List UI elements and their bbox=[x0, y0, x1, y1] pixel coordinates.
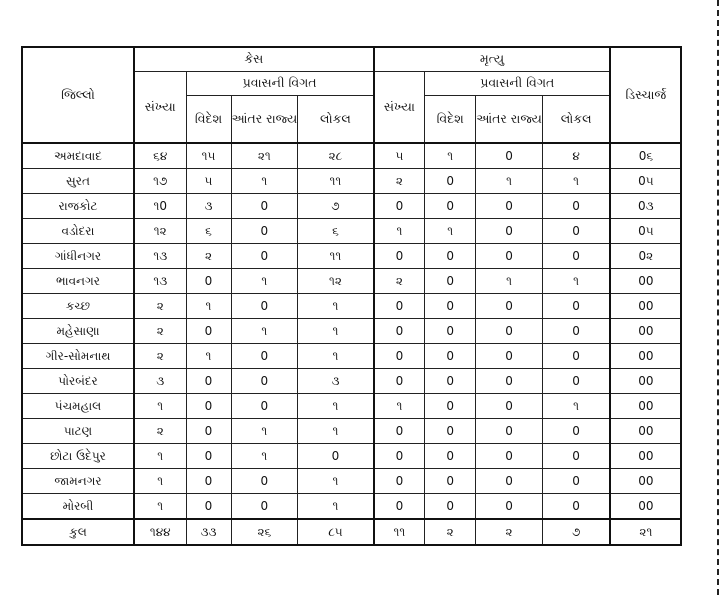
cell-cases-foreign: ૬ bbox=[186, 219, 231, 244]
cell-deaths-count: 0 bbox=[374, 494, 425, 520]
cell-deaths-count: 0 bbox=[374, 444, 425, 469]
header-deaths-local: લોકલ bbox=[542, 95, 610, 143]
cell-cases-interstate: 0 bbox=[231, 344, 298, 369]
cell-deaths-count: 0 bbox=[374, 369, 425, 394]
cell-cases-count: ૨ bbox=[134, 419, 186, 444]
cell-deaths-interstate: 0 bbox=[476, 394, 543, 419]
cell-deaths-foreign: 0 bbox=[425, 369, 476, 394]
cell-deaths-foreign: 0 bbox=[425, 469, 476, 494]
cell-cases-count: ૧૪૪ bbox=[134, 519, 186, 545]
cell-discharge: 0૬ bbox=[610, 143, 681, 169]
cell-deaths-local: ૭ bbox=[542, 519, 610, 545]
cell-cases-interstate: 0 bbox=[231, 194, 298, 219]
cell-cases-foreign: 0 bbox=[186, 494, 231, 520]
cell-cases-count: ૧0 bbox=[134, 194, 186, 219]
cell-cases-interstate: ૧ bbox=[231, 444, 298, 469]
header-deaths-travel: પ્રવાસની વિગત bbox=[425, 71, 611, 95]
cell-deaths-count: 0 bbox=[374, 319, 425, 344]
cell-deaths-foreign: ૨ bbox=[425, 519, 476, 545]
cell-deaths-count: ૧૧ bbox=[374, 519, 425, 545]
cell-district: જામનગર bbox=[22, 469, 134, 494]
cell-cases-interstate: 0 bbox=[231, 469, 298, 494]
cell-cases-local: ૧૧ bbox=[298, 244, 374, 269]
header-discharge: ડિસ્ચાર્જ bbox=[610, 47, 681, 143]
cell-cases-interstate: ૧ bbox=[231, 169, 298, 194]
header-cases: કેસ bbox=[134, 47, 374, 71]
cell-deaths-local: 0 bbox=[542, 294, 610, 319]
cell-deaths-foreign: 0 bbox=[425, 444, 476, 469]
cell-deaths-count: 0 bbox=[374, 419, 425, 444]
header-cases-travel: પ્રવાસની વિગત bbox=[186, 71, 374, 95]
cell-deaths-interstate: 0 bbox=[476, 369, 543, 394]
cell-deaths-interstate: 0 bbox=[476, 494, 543, 520]
header-deaths-interstate: આંતર રાજ્ય bbox=[476, 95, 543, 143]
cell-deaths-local: ૪ bbox=[542, 143, 610, 169]
header-deaths: મૃત્યુ bbox=[374, 47, 611, 71]
header-cases-foreign: વિદેશ bbox=[186, 95, 231, 143]
cell-district: પોરબંદર bbox=[22, 369, 134, 394]
cell-cases-foreign: 0 bbox=[186, 469, 231, 494]
cell-cases-foreign: 0 bbox=[186, 269, 231, 294]
cell-cases-count: ૨ bbox=[134, 319, 186, 344]
cell-cases-foreign: 0 bbox=[186, 419, 231, 444]
cell-cases-interstate: 0 bbox=[231, 394, 298, 419]
cell-cases-count: ૩ bbox=[134, 369, 186, 394]
cell-district: છોટા ઉદેપુર bbox=[22, 444, 134, 469]
cell-discharge: 00 bbox=[610, 394, 681, 419]
cell-deaths-local: 0 bbox=[542, 494, 610, 520]
cell-cases-interstate: 0 bbox=[231, 369, 298, 394]
cell-deaths-count: 0 bbox=[374, 194, 425, 219]
cell-deaths-foreign: 0 bbox=[425, 194, 476, 219]
cell-cases-local: ૧૧ bbox=[298, 169, 374, 194]
cell-district: ગાંધીનગર bbox=[22, 244, 134, 269]
cell-deaths-count: ૧ bbox=[374, 394, 425, 419]
cell-deaths-interstate: 0 bbox=[476, 244, 543, 269]
cell-deaths-interstate: ૧ bbox=[476, 169, 543, 194]
cell-deaths-interstate: 0 bbox=[476, 469, 543, 494]
cell-deaths-local: 0 bbox=[542, 219, 610, 244]
cell-cases-foreign: 0 bbox=[186, 319, 231, 344]
cell-deaths-local: ૧ bbox=[542, 269, 610, 294]
table-row bbox=[22, 444, 681, 469]
cell-district: સુરત bbox=[22, 169, 134, 194]
cell-district: ભાવનગર bbox=[22, 269, 134, 294]
cell-cases-local: 0 bbox=[298, 444, 374, 469]
cell-cases-local: ૧ bbox=[298, 469, 374, 494]
cell-deaths-foreign: 0 bbox=[425, 494, 476, 520]
cell-deaths-count: ૨ bbox=[374, 269, 425, 294]
header-cases-interstate: આંતર રાજ્ય bbox=[231, 95, 298, 143]
cell-cases-interstate: ૧ bbox=[231, 319, 298, 344]
table-row bbox=[22, 469, 681, 494]
cell-cases-count: ૧૨ bbox=[134, 219, 186, 244]
cell-cases-interstate: 0 bbox=[231, 494, 298, 520]
table-row bbox=[22, 419, 681, 444]
cell-deaths-local: 0 bbox=[542, 469, 610, 494]
cell-cases-foreign: ૧૫ bbox=[186, 143, 231, 169]
table-row bbox=[22, 319, 681, 344]
table-row bbox=[22, 294, 681, 319]
cell-cases-count: ૨ bbox=[134, 294, 186, 319]
cell-deaths-interstate: 0 bbox=[476, 444, 543, 469]
cell-deaths-local: ૧ bbox=[542, 169, 610, 194]
cell-deaths-foreign: ૧ bbox=[425, 219, 476, 244]
cell-deaths-foreign: 0 bbox=[425, 344, 476, 369]
cell-deaths-interstate: ૧ bbox=[476, 269, 543, 294]
cell-discharge: 00 bbox=[610, 269, 681, 294]
cell-cases-foreign: ૫ bbox=[186, 169, 231, 194]
cell-cases-interstate: 0 bbox=[231, 219, 298, 244]
table-row bbox=[22, 169, 681, 194]
header-cases-local: લોકલ bbox=[298, 95, 374, 143]
cell-cases-count: ૧ bbox=[134, 444, 186, 469]
table-row bbox=[22, 244, 681, 269]
cell-cases-foreign: 0 bbox=[186, 444, 231, 469]
cell-district: પંચમહાલ bbox=[22, 394, 134, 419]
cell-district: ગીર-સોમનાથ bbox=[22, 344, 134, 369]
cell-deaths-foreign: 0 bbox=[425, 394, 476, 419]
cell-cases-foreign: 0 bbox=[186, 394, 231, 419]
cell-deaths-local: 0 bbox=[542, 194, 610, 219]
page-edge-dashed-line bbox=[717, 0, 719, 595]
cell-deaths-count: 0 bbox=[374, 469, 425, 494]
cell-cases-count: ૧૩ bbox=[134, 269, 186, 294]
table-row bbox=[22, 369, 681, 394]
cell-discharge: 00 bbox=[610, 319, 681, 344]
cell-cases-interstate: ૧ bbox=[231, 419, 298, 444]
cell-discharge: 0૫ bbox=[610, 219, 681, 244]
cell-discharge: 00 bbox=[610, 419, 681, 444]
cell-cases-interstate: ૨૧ bbox=[231, 143, 298, 169]
cell-cases-count: ૧ bbox=[134, 494, 186, 520]
cell-deaths-interstate: 0 bbox=[476, 294, 543, 319]
cell-discharge: 00 bbox=[610, 494, 681, 520]
cell-deaths-local: 0 bbox=[542, 419, 610, 444]
cell-district: વડોદરા bbox=[22, 219, 134, 244]
cell-cases-local: ૬ bbox=[298, 219, 374, 244]
cell-cases-count: ૧૩ bbox=[134, 244, 186, 269]
cell-deaths-interstate: 0 bbox=[476, 419, 543, 444]
table-row bbox=[22, 219, 681, 244]
cell-deaths-count: ૧ bbox=[374, 219, 425, 244]
cell-cases-foreign: ૨ bbox=[186, 244, 231, 269]
cell-deaths-interstate: 0 bbox=[476, 194, 543, 219]
cell-cases-count: ૧ bbox=[134, 469, 186, 494]
cell-deaths-local: 0 bbox=[542, 319, 610, 344]
cell-cases-local: ૩ bbox=[298, 369, 374, 394]
cell-cases-local: ૧ bbox=[298, 494, 374, 520]
table-row bbox=[22, 269, 681, 294]
header-district: જિલ્લો bbox=[22, 47, 134, 143]
cell-deaths-foreign: 0 bbox=[425, 294, 476, 319]
cell-discharge: 00 bbox=[610, 444, 681, 469]
district-covid-table bbox=[21, 46, 682, 546]
cell-district: રાજકોટ bbox=[22, 194, 134, 219]
cell-deaths-foreign: 0 bbox=[425, 269, 476, 294]
cell-deaths-interstate: 0 bbox=[476, 219, 543, 244]
table-row bbox=[22, 143, 681, 169]
cell-deaths-local: 0 bbox=[542, 369, 610, 394]
cell-cases-local: ૧ bbox=[298, 419, 374, 444]
cell-cases-count: ૬૪ bbox=[134, 143, 186, 169]
cell-cases-foreign: ૧ bbox=[186, 344, 231, 369]
cell-discharge: 0૨ bbox=[610, 244, 681, 269]
cell-deaths-foreign: 0 bbox=[425, 419, 476, 444]
total-row bbox=[22, 519, 681, 545]
cell-cases-interstate: 0 bbox=[231, 294, 298, 319]
cell-deaths-foreign: ૧ bbox=[425, 143, 476, 169]
cell-deaths-foreign: 0 bbox=[425, 169, 476, 194]
cell-deaths-count: 0 bbox=[374, 244, 425, 269]
cell-deaths-count: ૫ bbox=[374, 143, 425, 169]
cell-cases-interstate: ૧ bbox=[231, 269, 298, 294]
table-row bbox=[22, 394, 681, 419]
cell-deaths-foreign: 0 bbox=[425, 319, 476, 344]
cell-district: અમદાવાદ bbox=[22, 143, 134, 169]
cell-deaths-local: 0 bbox=[542, 344, 610, 369]
cell-cases-local: ૮૫ bbox=[298, 519, 374, 545]
cell-cases-count: ૧૭ bbox=[134, 169, 186, 194]
cell-discharge: 0૫ bbox=[610, 169, 681, 194]
cell-discharge: 00 bbox=[610, 294, 681, 319]
cell-cases-local: ૧ bbox=[298, 344, 374, 369]
cell-district: મોરબી bbox=[22, 494, 134, 520]
cell-discharge: 00 bbox=[610, 344, 681, 369]
cell-deaths-foreign: 0 bbox=[425, 244, 476, 269]
cell-cases-local: ૧૨ bbox=[298, 269, 374, 294]
cell-deaths-interstate: 0 bbox=[476, 319, 543, 344]
cell-cases-count: ૨ bbox=[134, 344, 186, 369]
cell-cases-foreign: ૧ bbox=[186, 294, 231, 319]
cell-district: પાટણ bbox=[22, 419, 134, 444]
table-row bbox=[22, 494, 681, 520]
cell-cases-foreign: 0 bbox=[186, 369, 231, 394]
cell-deaths-count: ૨ bbox=[374, 169, 425, 194]
cell-cases-local: ૧ bbox=[298, 319, 374, 344]
cell-deaths-local: 0 bbox=[542, 444, 610, 469]
cell-discharge: 0૩ bbox=[610, 194, 681, 219]
cell-district: મહેસાણા bbox=[22, 319, 134, 344]
cell-cases-local: ૧ bbox=[298, 394, 374, 419]
header-cases-count: સંખ્યા bbox=[134, 71, 186, 143]
cell-cases-count: ૧ bbox=[134, 394, 186, 419]
cell-discharge: ૨૧ bbox=[610, 519, 681, 545]
cell-cases-foreign: ૩ bbox=[186, 194, 231, 219]
cell-deaths-local: 0 bbox=[542, 244, 610, 269]
cell-discharge: 00 bbox=[610, 369, 681, 394]
cell-cases-foreign: ૩૩ bbox=[186, 519, 231, 545]
cell-cases-local: ૧ bbox=[298, 294, 374, 319]
cell-district: કુલ bbox=[22, 519, 134, 545]
cell-deaths-interstate: 0 bbox=[476, 344, 543, 369]
header-deaths-foreign: વિદેશ bbox=[425, 95, 476, 143]
cell-cases-interstate: ૨૬ bbox=[231, 519, 298, 545]
cell-deaths-count: 0 bbox=[374, 294, 425, 319]
cell-cases-local: ૭ bbox=[298, 194, 374, 219]
header-deaths-count: સંખ્યા bbox=[374, 71, 425, 143]
cell-deaths-local: ૧ bbox=[542, 394, 610, 419]
cell-district: કચ્છ bbox=[22, 294, 134, 319]
cell-cases-interstate: 0 bbox=[231, 244, 298, 269]
table-row bbox=[22, 344, 681, 369]
cell-deaths-interstate: 0 bbox=[476, 143, 543, 169]
cell-deaths-interstate: ૨ bbox=[476, 519, 543, 545]
cell-deaths-count: 0 bbox=[374, 344, 425, 369]
cell-discharge: 00 bbox=[610, 469, 681, 494]
cell-cases-local: ૨૮ bbox=[298, 143, 374, 169]
table-row bbox=[22, 194, 681, 219]
